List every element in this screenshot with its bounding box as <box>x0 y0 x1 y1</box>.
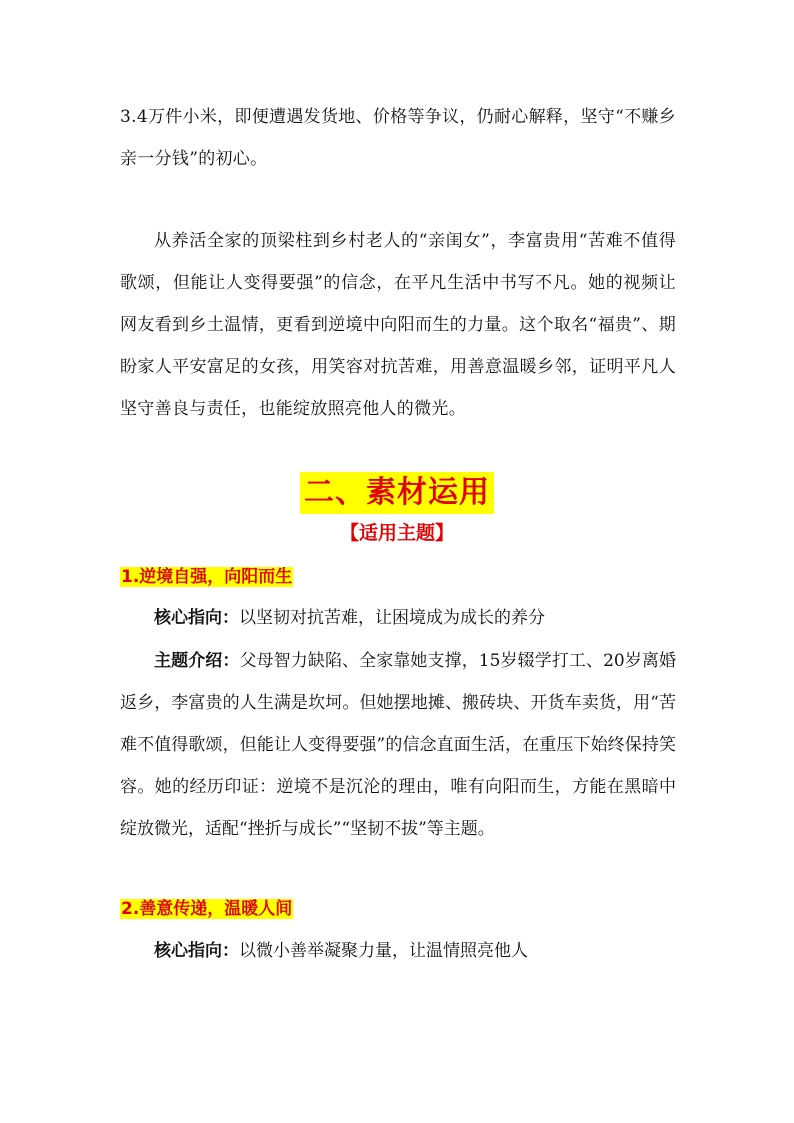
theme-heading <box>120 565 293 589</box>
core-direction <box>120 597 676 639</box>
core-direction <box>120 930 676 972</box>
theme-heading-text: 2.善意传递，温暖人间 <box>121 899 293 919</box>
section-title <box>0 472 794 514</box>
section-title-text: 二、素材运用 <box>300 472 494 514</box>
core-direction-label: 核心指向： <box>154 941 239 961</box>
theme-introduction-text: 父母智力缺陷、全家靠她支撑，15岁辍学打工、20岁离婚返乡，李富贵的人生满是坎坷。但她摆地摊、搬砖块、开货车卖货，用“苦难不值得歌颂，但能让人变得要强”的信念直面生活，在重压下始终保持笑容。她的经历印证：逆境不是沉沦的理由，唯有向阳而生，方能在黑暗中绽放微光，适配“挫折与成长”“坚韧不拔”等主题。 <box>120 651 677 839</box>
theme-heading-text: 1.逆境自强，向阳而生 <box>121 567 293 587</box>
subject-heading: 【适用主题】 <box>339 522 454 544</box>
body-paragraph: 3.4万件小米，即便遭遇发货地、价格等争议，仍耐心解释，坚守“不赚乡亲一分钱”的初心。 <box>120 107 676 169</box>
core-direction-text: 以微小善举凝聚力量，让温情照亮他人 <box>239 941 528 961</box>
theme-introduction <box>120 640 676 850</box>
core-direction-text: 以坚韧对抗苦难，让困境成为成长的养分 <box>239 608 545 628</box>
body-paragraph: 从养活全家的顶梁柱到乡村老人的“亲闺女”，李富贵用“苦难不值得歌颂，但能让人变得要强”的信念，在平凡生活中书写不凡。她的视频让网友看到乡土温情，更看到逆境中向阳而生的力量。这个取名“福贵”、期盼家人平安富足的女孩，用笑容对抗苦难，用善意温暖乡邻，证明平凡人坚守善良与责任，也能绽放照亮他人的微光。 <box>120 231 676 419</box>
theme-heading <box>120 897 293 921</box>
theme-introduction-label: 主题介绍： <box>154 651 240 671</box>
core-direction-label: 核心指向： <box>154 608 239 628</box>
